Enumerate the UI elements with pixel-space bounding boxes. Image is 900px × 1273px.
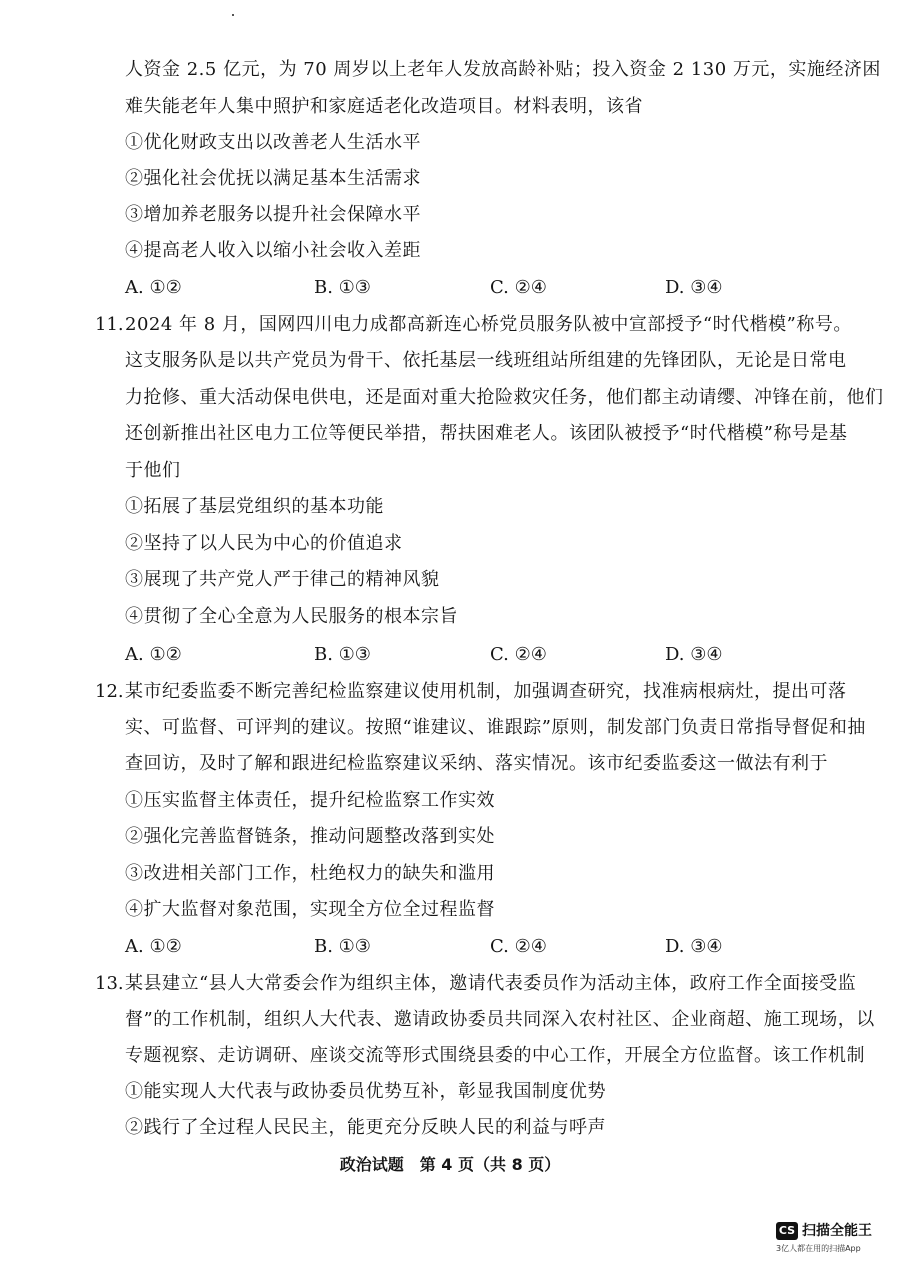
q10-option-d: D. ③④ (665, 277, 723, 298)
q12-option-b: B. ①③ (314, 936, 371, 957)
q10-item-2: ②强化社会优抚以满足基本生活需求 (125, 168, 421, 189)
q10-line-2: 难失能老年人集中照护和家庭适老化改造项目。材料表明，该省 (125, 96, 643, 117)
q13-line-2: 督”的工作机制，组织人大代表、邀请政协委员共同深入农村社区、企业商超、施工现场，以 (125, 1009, 875, 1030)
q12-number: 12. (95, 681, 124, 702)
q10-item-4: ④提高老人收入以缩小社会收入差距 (125, 240, 421, 261)
q11-line-4: 还创新推出社区电力工位等便民举措，帮扶困难老人。该团队被授予“时代楷模”称号是基 (125, 423, 848, 444)
q12-line-3: 查回访，及时了解和跟进纪检监察建议采纳、落实情况。该市纪委监委这一做法有利于 (125, 753, 828, 774)
q12-option-d: D. ③④ (665, 936, 723, 957)
q11-option-c: C. ②④ (490, 644, 547, 665)
q12-line-1: 某市纪委监委不断完善纪检监察建议使用机制，加强调查研究，找准病根病灶，提出可落 (125, 681, 847, 702)
page-footer: 政治试题 第 4 页（共 8 页） (339, 1155, 561, 1174)
q12-item-4: ④扩大监督对象范围，实现全方位全过程监督 (125, 899, 495, 920)
q12-item-2: ②强化完善监督链条，推动问题整改落到实处 (125, 826, 495, 847)
q13-item-2: ②践行了全过程人民民主，能更充分反映人民的利益与呼声 (125, 1117, 606, 1138)
q13-number: 13. (95, 973, 124, 994)
q10-item-3: ③增加养老服务以提升社会保障水平 (125, 204, 421, 225)
q11-item-3: ③展现了共产党人严于律己的精神风貌 (125, 569, 440, 590)
camscanner-logo-icon: CS (776, 1222, 798, 1240)
q13-line-1: 某县建立“县人大常委会作为组织主体，邀请代表委员作为活动主体，政府工作全面接受监 (125, 973, 857, 994)
q12-option-a: A. ①② (125, 936, 182, 957)
q13-item-1: ①能实现人大代表与政协委员优势互补，彰显我国制度优势 (125, 1081, 606, 1102)
q11-line-1: 2024 年 8 月，国网四川电力成都高新连心桥党员服务队被中宣部授予“时代楷模”称号。 (125, 314, 852, 335)
q10-item-1: ①优化财政支出以改善老人生活水平 (125, 132, 421, 153)
watermark-tagline: 3亿人都在用的扫描App (776, 1244, 861, 1253)
q12-option-c: C. ②④ (490, 936, 547, 957)
q10-line-1: 人资金 2.5 亿元，为 70 周岁以上老年人发放高龄补贴；投入资金 2 130 万元，实施经济困 (125, 59, 881, 80)
q11-option-a: A. ①② (125, 644, 182, 665)
scan-speck (232, 14, 234, 16)
q12-item-1: ①压实监督主体责任，提升纪检监察工作实效 (125, 790, 495, 811)
q11-item-2: ②坚持了以人民为中心的价值追求 (125, 533, 403, 554)
q12-item-3: ③改进相关部门工作，杜绝权力的缺失和滥用 (125, 863, 495, 884)
q12-line-2: 实、可监督、可评判的建议。按照“谁建议、谁跟踪”原则，制发部门负责日常指导督促和抽 (125, 717, 866, 738)
watermark-app-name: 扫描全能王 (802, 1223, 872, 1239)
q10-option-a: A. ①② (125, 277, 182, 298)
scanner-watermark (776, 1222, 892, 1266)
q11-line-2: 这支服务队是以共产党员为骨干、依托基层一线班组站所组建的先锋团队，无论是日常电 (125, 350, 847, 371)
q11-number: 11. (95, 314, 124, 335)
q10-option-b: B. ①③ (314, 277, 371, 298)
q11-option-b: B. ①③ (314, 644, 371, 665)
q13-line-3: 专题视察、走访调研、座谈交流等形式围绕县委的中心工作，开展全方位监督。该工作机制 (125, 1045, 865, 1066)
q11-option-d: D. ③④ (665, 644, 723, 665)
q11-item-4: ④贯彻了全心全意为人民服务的根本宗旨 (125, 606, 458, 627)
q11-line-5: 于他们 (125, 460, 181, 481)
q11-line-3: 力抢修、重大活动保电供电，还是面对重大抢险救灾任务，他们都主动请缨、冲锋在前，他们 (125, 387, 884, 408)
q11-item-1: ①拓展了基层党组织的基本功能 (125, 496, 384, 517)
q10-option-c: C. ②④ (490, 277, 547, 298)
